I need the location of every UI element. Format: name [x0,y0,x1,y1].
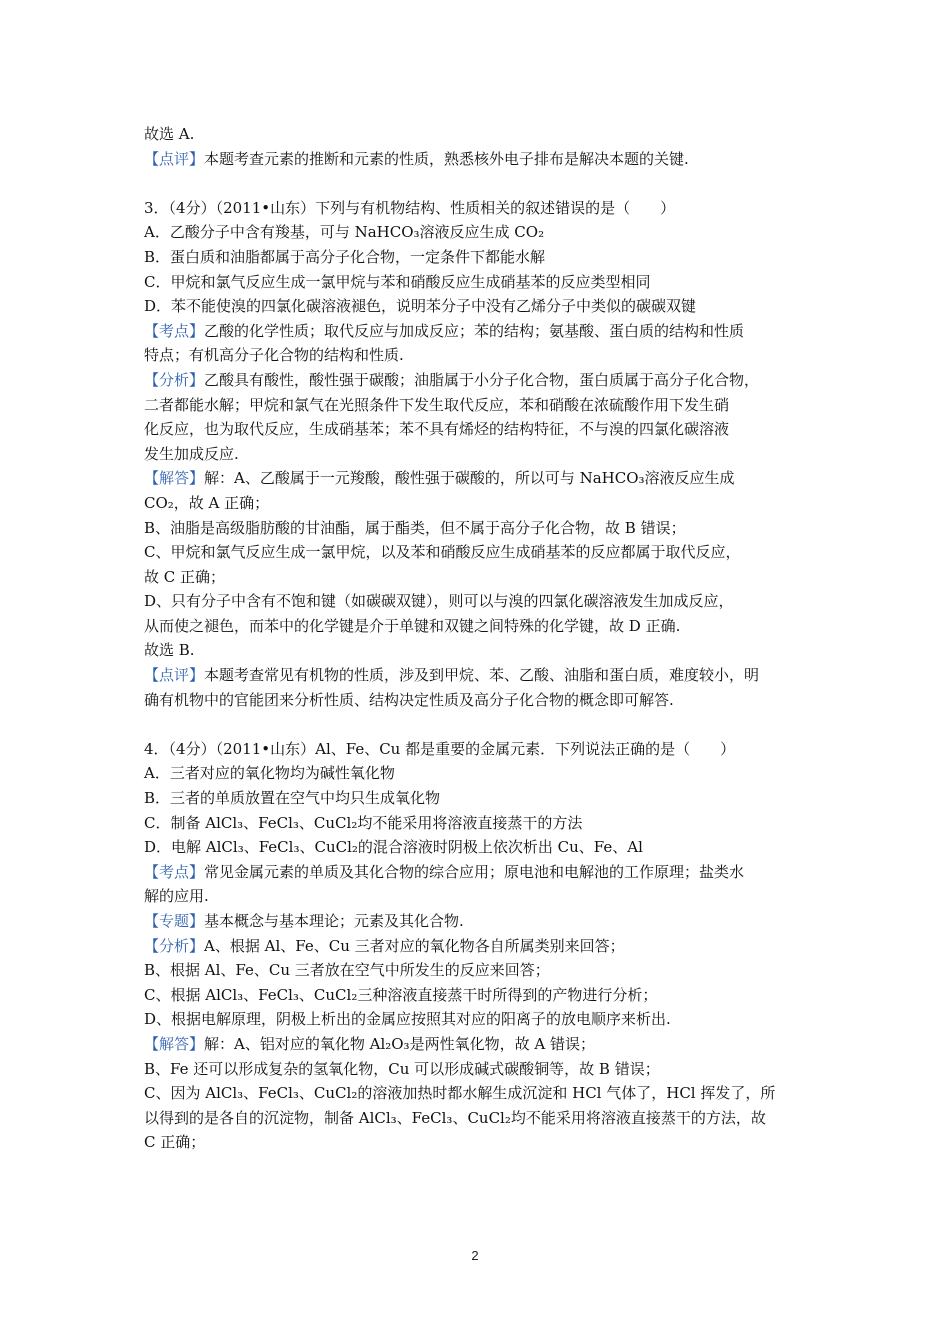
text-line [144,319,824,344]
text-line [144,1081,824,1106]
section-tag: 【点评】 [144,149,205,168]
text-line [144,220,824,245]
line-text: D、根据电解原理，阴极上析出的金属应按照其对应的阳离子的放电顺序来析出. [144,1010,671,1029]
line-text: 基本概念与基本理论；元素及其化合物. [204,912,464,930]
text-line [144,245,824,270]
text-line [144,1032,824,1057]
text-line [144,614,824,639]
line-text: 化反应，也为取代反应，生成硝基苯；苯不具有烯烃的结构特征，不与溴的四氯化碳溶液 [144,420,730,439]
line-text: 常见金属元素的单质及其化合物的综合应用；原电池和电解池的工作原理；盐类水 [204,862,745,881]
text-line [144,860,824,885]
line-text: D、只有分子中含有不饱和键（如碳碳双键），则可以与溴的四氯化碳溶液发生加成反应， [144,592,734,611]
text-line [144,1130,824,1155]
line-text: D．苯不能使溴的四氯化碳溶液褪色，说明苯分子中没有乙烯分子中类似的碳碳双键 [144,297,697,316]
line-text: C．甲烷和氯气反应生成一氯甲烷与苯和硝酸反应生成硝基苯的反应类型相同 [144,272,651,291]
line-text: C、根据 AlCl₃、FeCl₃、CuCl₂三种溶液直接蒸干时所得到的产物进行分析； [144,985,658,1004]
text-line [144,761,824,786]
section-tag: 【解答】 [144,469,205,488]
line-text: C 正确； [144,1133,206,1152]
line-text: 以得到的是各自的沉淀物，制备 AlCl₃、FeCl₃、CuCl₂均不能采用将溶液直接蒸干的方法，故 [144,1108,766,1127]
text-line [144,884,824,909]
line-text: 本题考查元素的推断和元素的性质，熟悉核外电子排布是解决本题的关键. [204,149,689,168]
line-text: C．制备 AlCl₃、FeCl₃、CuCl₂均不能采用将溶液直接蒸干的方法 [144,813,583,832]
line-text: C、因为 AlCl₃、FeCl₃、CuCl₂的溶液加热时都水解生成沉淀和 HCl 气体了，HCl 挥发了，所 [144,1084,776,1103]
line-text: 本题考查常见有机物的性质，涉及到甲烷、苯、乙酸、油脂和蛋白质，难度较小，明 [204,666,760,685]
section-tag: 【分析】 [144,936,205,955]
text-line [144,540,824,565]
text-line [144,1057,824,1082]
section-tag: 【考点】 [144,862,205,881]
paragraph-gap [144,712,824,737]
line-text: 4．（4分）（2011•山东）Al、Fe、Cu 都是重要的金属元素．下列说法正确的是（ ） [144,739,736,758]
line-text: 发生加成反应. [144,444,239,463]
line-text: 确有机物中的官能团来分析性质、结构决定性质及高分子化合物的概念即可解答. [144,690,674,709]
text-line [144,491,824,516]
line-text: C、甲烷和氯气反应生成一氯甲烷，以及苯和硝酸反应生成硝基苯的反应都属于取代反应， [144,543,741,562]
line-text: 二者都能水解；甲烷和氯气在光照条件下发生取代反应，苯和硝酸在浓硫酸作用下发生硝 [144,395,730,414]
text-line [144,393,824,418]
section-tag: 【分析】 [144,370,205,389]
text-line [144,835,824,860]
text-line [144,589,824,614]
text-line [144,688,824,713]
line-text: D．电解 AlCl₃、FeCl₃、CuCl₂的混合溶液时阴极上依次析出 Cu、Fe、Al [144,838,643,857]
line-text: 从而使之褪色，而苯中的化学键是介于单键和双键之间特殊的化学键，故 D 正确. [144,616,681,635]
line-text: 3．（4分）（2011•山东）下列与有机物结构、性质相关的叙述错误的是（ ） [144,198,676,217]
line-text: B、油脂是高级脂肪酸的甘油酯，属于酯类，但不属于高分子化合物，故 B 错误； [144,518,686,537]
text-line [144,811,824,836]
line-text: 故选 A. [144,125,195,143]
line-text: B、根据 Al、Fe、Cu 三者放在空气中所发生的反应来回答； [144,961,550,980]
document-body [144,122,824,1155]
line-text: B、Fe 还可以形成复杂的氢氧化物，Cu 可以形成碱式碳酸铜等，故 B 错误； [144,1059,660,1078]
line-text: B．蛋白质和油脂都属于高分子化合物，一定条件下都能水解 [144,247,546,266]
text-line [144,368,824,393]
line-text: 解：A、铝对应的氧化物 Al₂O₃是两性氧化物，故 A 错误； [204,1034,595,1053]
text-line [144,343,824,368]
line-text: 故 C 正确； [144,567,226,586]
line-text: A．三者对应的氧化物均为碱性氧化物 [144,764,395,783]
line-text: B．三者的单质放置在空气中均只生成氧化物 [144,789,441,808]
text-line [144,147,824,172]
text-line [144,442,824,467]
text-line [144,934,824,959]
section-tag: 【解答】 [144,1034,205,1053]
text-line [144,638,824,663]
text-line [144,1007,824,1032]
line-text: 解的应用. [144,887,209,906]
text-line [144,466,824,491]
line-text: CO₂，故 A 正确； [144,493,270,512]
text-line [144,786,824,811]
line-text: 乙酸具有酸性，酸性强于碳酸；油脂属于小分子化合物，蛋白质属于高分子化合物， [204,370,760,389]
line-text: 特点；有机高分子化合物的结构和性质. [144,346,404,365]
text-line [144,1106,824,1131]
text-line [144,737,824,762]
line-text: 解：A、乙酸属于一元羧酸，酸性强于碳酸的，所以可与 NaHCO₃溶液反应生成 [204,469,735,488]
text-line [144,565,824,590]
text-line [144,122,824,147]
text-line [144,958,824,983]
section-tag: 【点评】 [144,666,205,685]
text-line [144,294,824,319]
text-line [144,196,824,221]
line-text: A．乙酸分子中含有羧基，可与 NaHCO₃溶液反应生成 CO₂ [144,223,545,242]
text-line [144,909,824,934]
section-tag: 【专题】 [144,912,205,930]
line-text: A、根据 Al、Fe、Cu 三者对应的氧化物各自所属类别来回答； [204,936,625,955]
text-line [144,983,824,1008]
text-line [144,417,824,442]
line-text: 故选 B. [144,641,195,660]
text-line [144,663,824,688]
page-number: 2 [471,1248,479,1263]
section-tag: 【考点】 [144,321,205,340]
line-text: 乙酸的化学性质；取代反应与加成反应；苯的结构；氨基酸、蛋白质的结构和性质 [204,321,745,340]
text-line [144,270,824,295]
text-line [144,516,824,541]
paragraph-gap [144,171,824,196]
